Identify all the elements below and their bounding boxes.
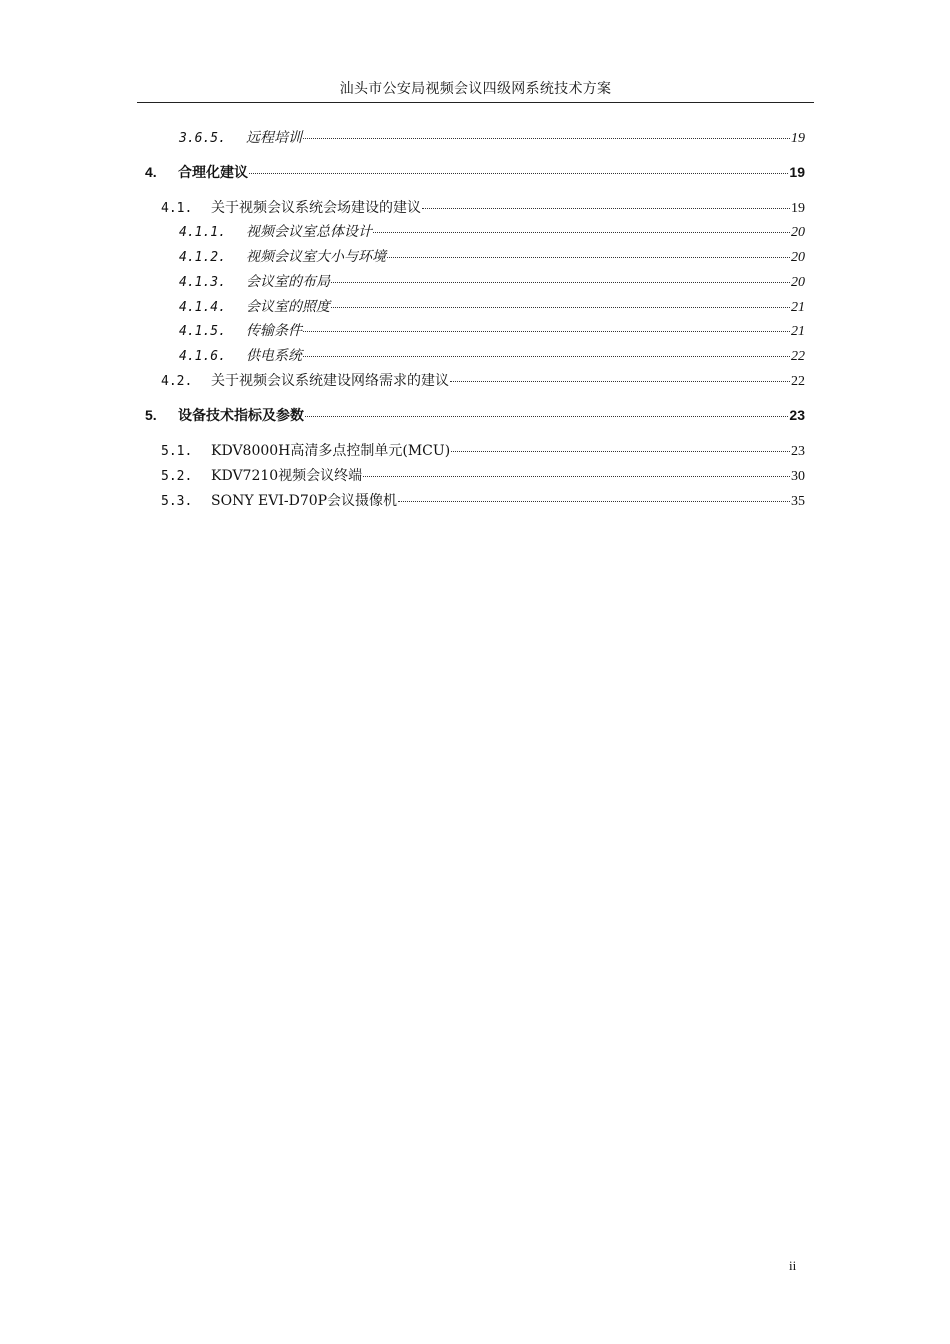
toc-entry-title: 关于视频会议系统会场建设的建议 bbox=[211, 200, 421, 216]
toc-entry-number: 5.3. bbox=[161, 494, 193, 509]
toc-dot-leader bbox=[303, 138, 790, 139]
toc-entry-number: 4.1.6. bbox=[179, 349, 226, 364]
toc-entry-title: 关于视频会议系统建设网络需求的建议 bbox=[211, 373, 449, 389]
toc-entry-page: 35 bbox=[791, 494, 805, 509]
toc-entry-number: 4.1.2. bbox=[179, 250, 226, 265]
toc-dot-leader bbox=[422, 208, 790, 209]
toc-entry-number: 3.6.5. bbox=[179, 131, 226, 146]
toc-entry-page: 21 bbox=[791, 300, 805, 315]
toc-entry[interactable] bbox=[179, 271, 805, 291]
toc-entry-number: 4.1.4. bbox=[179, 300, 226, 315]
toc-entry-title: 设备技术指标及参数 bbox=[178, 407, 304, 423]
toc-entry[interactable] bbox=[179, 345, 805, 365]
toc-entry-number: 4.1.3. bbox=[179, 275, 226, 290]
toc-dot-leader bbox=[398, 501, 790, 502]
toc-entry-page: 23 bbox=[789, 407, 805, 423]
toc-entry-number: 4.1. bbox=[161, 201, 193, 216]
toc-entry-number: 4.2. bbox=[161, 374, 193, 389]
toc-entry-title: SONY EVI-D70P会议摄像机 bbox=[211, 493, 398, 509]
toc-entry[interactable] bbox=[161, 370, 805, 390]
toc-entry[interactable] bbox=[161, 440, 805, 460]
toc-entry-title: 远程培训 bbox=[246, 130, 302, 146]
toc-entry-title: 合理化建议 bbox=[178, 164, 248, 180]
toc-entry-number: 5.2. bbox=[161, 469, 193, 484]
toc-entry[interactable] bbox=[179, 246, 805, 266]
toc-dot-leader bbox=[363, 476, 790, 477]
toc-entry-number: 4. bbox=[145, 164, 157, 180]
toc-entry[interactable] bbox=[161, 197, 805, 217]
toc-entry-page: 19 bbox=[789, 164, 805, 180]
toc-entry-title: 供电系统 bbox=[246, 348, 302, 364]
toc-dot-leader bbox=[331, 282, 790, 283]
toc-entry-page: 20 bbox=[791, 250, 805, 265]
toc-entry[interactable] bbox=[179, 320, 805, 340]
toc-entry-title: KDV8000H高清多点控制单元(MCU) bbox=[211, 443, 451, 459]
toc-entry-page: 21 bbox=[791, 324, 805, 339]
toc-entry-title: KDV7210视频会议终端 bbox=[211, 468, 363, 484]
toc-entry-title: 传输条件 bbox=[246, 323, 302, 339]
toc-entry-number: 4.1.5. bbox=[179, 324, 226, 339]
toc-dot-leader bbox=[450, 381, 790, 382]
page-number: ii bbox=[789, 1258, 797, 1273]
toc-dot-leader bbox=[331, 307, 790, 308]
toc-entry[interactable] bbox=[161, 490, 805, 510]
toc-entry-title: 会议室的照度 bbox=[246, 299, 330, 315]
toc-entry-number: 4.1.1. bbox=[179, 225, 226, 240]
toc-entry-page: 22 bbox=[791, 374, 805, 389]
toc-dot-leader bbox=[451, 451, 790, 452]
toc-dot-leader bbox=[373, 232, 790, 233]
toc-entry-title: 视频会议室大小与环境 bbox=[246, 249, 386, 265]
toc-entry[interactable] bbox=[179, 296, 805, 316]
toc-dot-leader bbox=[305, 416, 788, 417]
toc-entry[interactable] bbox=[179, 221, 805, 241]
toc-dot-leader bbox=[387, 257, 790, 258]
toc-entry-page: 19 bbox=[791, 201, 805, 216]
toc-entry-page: 23 bbox=[791, 444, 805, 459]
toc-entry-page: 20 bbox=[791, 225, 805, 240]
toc-entry-page: 19 bbox=[791, 131, 805, 146]
toc-entry-page: 20 bbox=[791, 275, 805, 290]
toc-entry-page: 30 bbox=[791, 469, 805, 484]
toc-entry[interactable] bbox=[145, 162, 805, 182]
toc-entry[interactable] bbox=[161, 465, 805, 485]
toc-entry-title: 视频会议室总体设计 bbox=[246, 224, 372, 240]
toc-entry[interactable] bbox=[179, 127, 805, 147]
toc-entry-number: 5. bbox=[145, 407, 157, 423]
toc-entry-number: 5.1. bbox=[161, 444, 193, 459]
toc-entry-page: 22 bbox=[791, 349, 805, 364]
header-divider bbox=[137, 102, 814, 103]
toc-entry-title: 会议室的布局 bbox=[246, 274, 330, 290]
page-header-title: 汕头市公安局视频会议四级网系统技术方案 bbox=[339, 81, 612, 97]
toc-dot-leader bbox=[303, 356, 790, 357]
toc-entry[interactable] bbox=[145, 405, 805, 425]
toc-dot-leader bbox=[249, 173, 788, 174]
toc-dot-leader bbox=[303, 331, 790, 332]
